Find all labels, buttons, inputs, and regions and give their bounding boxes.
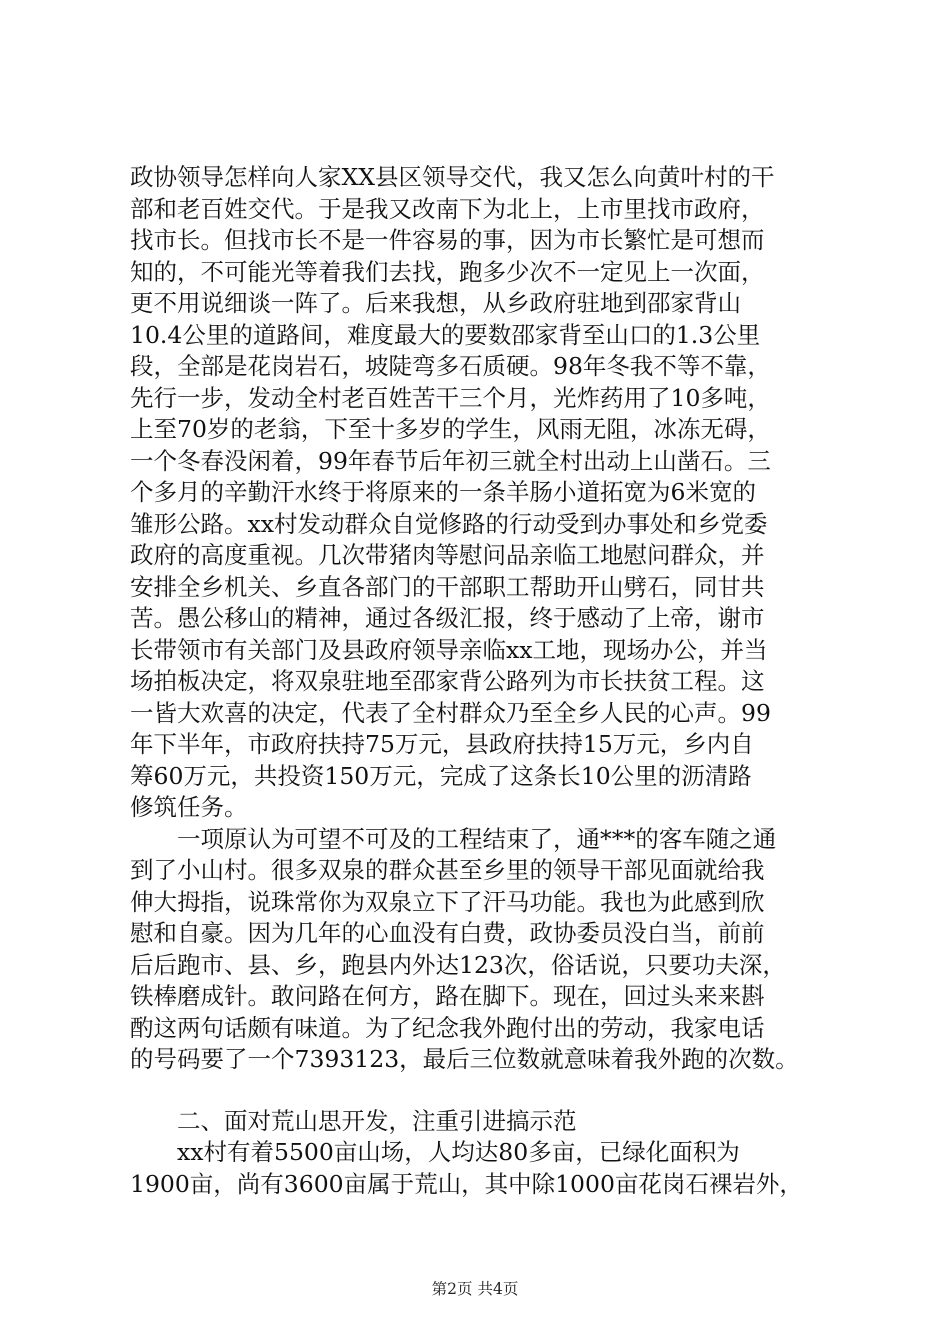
text-line: 场拍板决定，将双泉驻地至邵家背公路列为市长扶贫工程。这 — [130, 667, 765, 695]
text-line: 后后跑市、县、乡，跑县内外达123次，俗话说，只要功夫深， — [130, 950, 786, 979]
body-text — [130, 162, 830, 1200]
text-line: 伸大拇指，说珠常你为双泉立下了汗马功能。我也为此感到欣 — [130, 887, 765, 916]
text-line: 先行一步，发动全村老百姓苦干三个月，光炸药用了10多吨， — [130, 383, 771, 412]
text-line: 一个冬春没闲着，99年春节后年初三就全村出动上山凿石。三 — [130, 446, 771, 475]
text-line: 筹60万元，共投资150万元，完成了这条长10公里的沥清路 — [130, 761, 752, 790]
text-line: 段，全部是花岗岩石，坡陡弯多石质硬。98年冬我不等不靠， — [130, 352, 771, 380]
text-line: 的号码要了一个7393123，最后三位数就意味着我外跑的次数。 — [130, 1045, 799, 1073]
text-line: 铁棒磨成针。敢问路在何方，路在脚下。现在，回过头来来斟 — [130, 982, 765, 1010]
text-line: 一皆大欢喜的决定，代表了全村群众乃至全乡人民的心声。99 — [130, 698, 771, 727]
text-line: 政府的高度重视。几次带猪肉等慰问品亲临工地慰问群众，并 — [130, 541, 765, 569]
text-line: 政协领导怎样向人家XX县区领导交代，我又怎么向黄叶村的干 — [130, 163, 775, 191]
paragraph-gap — [130, 1076, 830, 1106]
text-line: 长带领市有关部门及县政府领导亲临xx工地，现场办公，并当 — [130, 635, 768, 664]
text-line: 部和老百姓交代。于是我又改南下为北上，上市里找市政府， — [130, 194, 765, 223]
text-line: 10.4公里的道路间，难度最大的要数邵家背至山口的1.3公里 — [130, 320, 761, 349]
text-line: 到了小山村。很多双泉的群众甚至乡里的领导干部见面就给我 — [130, 856, 765, 884]
text-line: 知的，不可能光等着我们去找，跑多少次不一定见上一次面， — [130, 257, 765, 286]
text-line: 酌这两句话颇有味道。为了纪念我外跑付出的劳动，我家电话 — [130, 1013, 765, 1042]
text-line: 年下半年，市政府扶持75万元，县政府扶持15万元，乡内自 — [130, 730, 754, 758]
page-footer: 第2页 共4页 — [431, 1280, 519, 1298]
text-line: 安排全乡机关、乡直各部门的干部职工帮助开山劈石，同甘共 — [130, 572, 765, 601]
section-heading: 二、面对荒山思开发，注重引进搞示范 — [130, 1106, 577, 1135]
text-line: 苦。愚公移山的精神，通过各级汇报，终于感动了上帝，谢市 — [130, 604, 765, 632]
text-line: 雏形公路。xx村发动群众自觉修路的行动受到办事处和乡党委 — [130, 509, 768, 538]
text-line: 上至70岁的老翁，下至十多岁的学生，风雨无阻，冰冻无碍， — [130, 415, 771, 443]
text-line: 1900亩，尚有3600亩属于荒山，其中除1000亩花岗石裸岩外， — [130, 1169, 803, 1198]
text-line: 更不用说细谈一阵了。后来我想，从乡政府驻地到邵家背山 — [130, 289, 741, 317]
text-line: 慰和自豪。因为几年的心血没有白费，政协委员没白当，前前 — [130, 919, 765, 947]
text-line: 个多月的辛勤汗水终于将原来的一条羊肠小道拓宽为6米宽的 — [130, 478, 756, 506]
text-line: 找市长。但找市长不是一件容易的事，因为市长繁忙是可想而 — [130, 226, 765, 254]
text-line: xx村有着5500亩山场，人均达80多亩，已绿化面积为 — [130, 1138, 740, 1166]
text-line: 修筑任务。 — [130, 793, 248, 821]
text-line: 一项原认为可望不可及的工程结束了，通***的客车随之通 — [130, 824, 777, 853]
